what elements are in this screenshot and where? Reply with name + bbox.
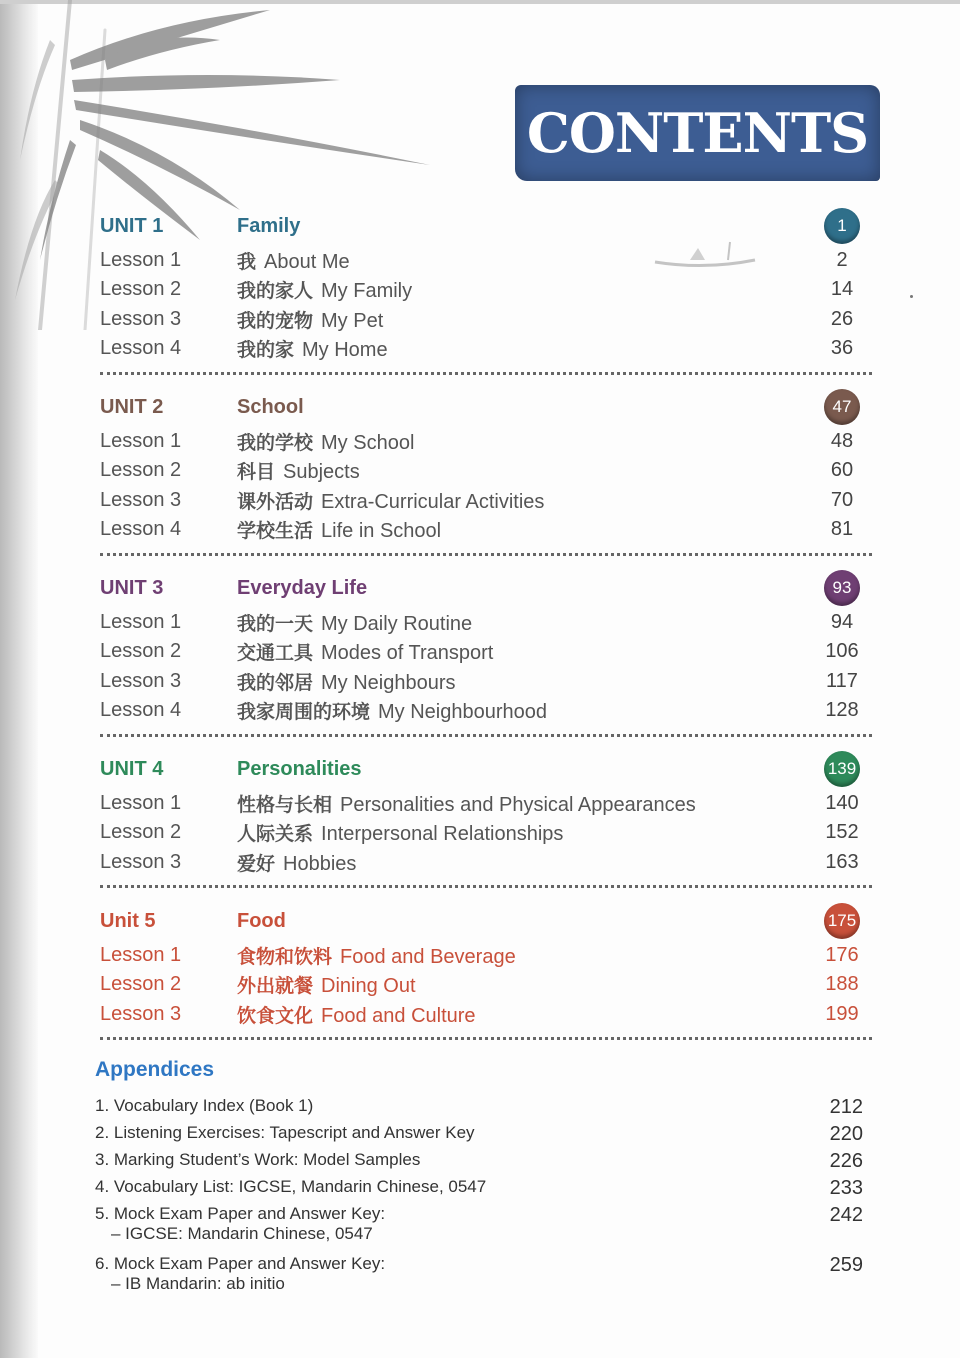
lesson-label: Lesson 1 xyxy=(100,791,182,814)
lesson-label: Lesson 2 xyxy=(100,972,182,995)
lesson-page: 106 xyxy=(825,639,859,662)
lesson-page: 140 xyxy=(825,791,859,814)
appendix-page: 242 xyxy=(829,1204,863,1226)
lesson-row[interactable] xyxy=(100,515,872,543)
dotted-divider xyxy=(100,734,872,737)
lesson-title-chinese: 我 xyxy=(237,250,257,273)
lesson-page: 188 xyxy=(825,972,859,995)
lesson-title-english: My Family xyxy=(321,279,413,302)
lesson-title-english: Personalities and Physical Appearances xyxy=(340,793,696,816)
lesson-title-english: Hobbies xyxy=(283,852,357,875)
appendix-page: 259 xyxy=(829,1254,863,1276)
lesson-title-english: Interpersonal Relationships xyxy=(321,822,564,845)
lesson-label: Lesson 3 xyxy=(100,850,182,873)
lesson-row[interactable] xyxy=(100,486,872,514)
appendix-text xyxy=(95,1204,385,1244)
lesson-page: 128 xyxy=(825,698,859,721)
lesson-title-chinese: 性格与长相 xyxy=(237,793,333,816)
lesson-page: 70 xyxy=(830,488,854,511)
unit-heading[interactable] xyxy=(100,755,872,783)
appendix-sub-text: – IB Mandarin: ab initio xyxy=(111,1274,285,1293)
lesson-title-chinese: 饮食文化 xyxy=(237,1004,314,1027)
lesson-title-english: Food and Beverage xyxy=(340,945,516,968)
lesson-title-chinese: 学校生活 xyxy=(237,519,314,542)
unit-label: UNIT 3 xyxy=(100,576,164,599)
contents-title: CONTENTS xyxy=(526,101,869,165)
lesson-title-chinese: 外出就餐 xyxy=(237,974,314,997)
lesson-title-english: My Neighbourhood xyxy=(378,700,548,723)
lesson-title-english: Extra-Curricular Activities xyxy=(321,490,545,513)
lesson-page: 176 xyxy=(825,943,859,966)
lesson-title-chinese: 我的邻居 xyxy=(237,671,314,694)
lesson-row[interactable] xyxy=(100,637,872,665)
lesson-label: Lesson 3 xyxy=(100,1002,182,1025)
lesson-page: 2 xyxy=(836,248,848,271)
lesson-title-english: My Pet xyxy=(321,309,384,332)
lesson-title-chinese: 人际关系 xyxy=(237,822,314,845)
lesson-title-chinese: 我的宠物 xyxy=(237,309,314,332)
appendix-text: 4. Vocabulary List: IGCSE, Mandarin Chinese, 0547 xyxy=(95,1177,487,1196)
lesson-title-english: My Neighbours xyxy=(321,671,456,694)
unit-heading[interactable] xyxy=(100,574,872,602)
appendix-sub-text: – IGCSE: Mandarin Chinese, 0547 xyxy=(111,1224,373,1243)
lesson-title-chinese: 交通工具 xyxy=(237,641,314,664)
unit-label: UNIT 2 xyxy=(100,395,164,418)
lesson-label: Lesson 3 xyxy=(100,488,182,511)
unit-title: Personalities xyxy=(237,757,362,780)
appendices-section xyxy=(95,1058,875,1293)
lesson-label: Lesson 1 xyxy=(100,610,182,633)
dotted-divider xyxy=(100,372,872,375)
lesson-label: Lesson 3 xyxy=(100,307,182,330)
lesson-page: 152 xyxy=(825,820,859,843)
lesson-row[interactable] xyxy=(100,305,872,333)
lesson-label: Lesson 2 xyxy=(100,820,182,843)
lesson-row[interactable] xyxy=(100,456,872,484)
dotted-divider xyxy=(100,885,872,888)
appendix-text: 1. Vocabulary Index (Book 1) xyxy=(95,1096,314,1115)
lesson-row[interactable] xyxy=(100,818,872,846)
lesson-title-english: Food and Culture xyxy=(321,1004,476,1027)
lesson-title-english: About Me xyxy=(264,250,350,273)
lesson-title-chinese: 科目 xyxy=(237,460,276,483)
unit-page-badge: 139 xyxy=(824,751,860,787)
unit-page-badge: 47 xyxy=(824,389,860,425)
lesson-label: Lesson 1 xyxy=(100,429,182,452)
lesson-row[interactable] xyxy=(100,970,872,998)
lesson-title-chinese: 我家周围的环境 xyxy=(237,700,371,723)
unit-label: UNIT 1 xyxy=(100,214,164,237)
lesson-row[interactable] xyxy=(100,789,872,817)
unit-page-badge: 93 xyxy=(824,570,860,606)
lesson-row[interactable] xyxy=(100,1000,872,1028)
lesson-page: 117 xyxy=(826,669,858,692)
unit-title: Family xyxy=(237,214,301,237)
unit-page-badge: 1 xyxy=(824,208,860,244)
lesson-page: 26 xyxy=(830,307,854,330)
lesson-row[interactable] xyxy=(100,246,872,274)
lesson-page: 199 xyxy=(825,1002,859,1025)
speck xyxy=(910,295,913,298)
unit-heading[interactable] xyxy=(100,212,872,240)
appendix-page: 212 xyxy=(829,1096,863,1118)
unit-label: UNIT 4 xyxy=(100,757,164,780)
unit-title: Everyday Life xyxy=(237,576,368,599)
appendix-main-text: 6. Mock Exam Paper and Answer Key: xyxy=(95,1254,386,1273)
lesson-title-chinese: 爱好 xyxy=(237,852,276,875)
appendices-title: Appendices xyxy=(95,1058,215,1081)
lesson-page: 60 xyxy=(830,458,854,481)
lesson-page: 94 xyxy=(830,610,854,633)
lesson-row[interactable] xyxy=(100,696,872,724)
lesson-label: Lesson 2 xyxy=(100,277,182,300)
appendix-text: 2. Listening Exercises: Tapescript and Answer Key xyxy=(95,1123,475,1142)
lesson-title-english: Subjects xyxy=(283,460,360,483)
lesson-title-chinese: 我的学校 xyxy=(237,431,314,454)
lesson-title-english: My Daily Routine xyxy=(321,612,473,635)
lesson-title-chinese: 课外活动 xyxy=(237,490,314,513)
lesson-label: Lesson 3 xyxy=(100,669,182,692)
lesson-row[interactable] xyxy=(100,941,872,969)
unit-heading[interactable] xyxy=(100,393,872,421)
appendix-text xyxy=(95,1254,385,1294)
lesson-title-chinese: 我的一天 xyxy=(237,612,314,635)
lesson-row[interactable] xyxy=(100,848,872,876)
dotted-divider xyxy=(100,1037,872,1040)
lesson-title-chinese: 我的家人 xyxy=(237,279,314,302)
lesson-page: 48 xyxy=(830,429,854,452)
unit-page-badge: 175 xyxy=(824,903,860,939)
lesson-label: Lesson 4 xyxy=(100,336,182,359)
contents-banner xyxy=(515,85,880,181)
lesson-label: Lesson 2 xyxy=(100,639,182,662)
lesson-label: Lesson 1 xyxy=(100,943,182,966)
appendix-page: 233 xyxy=(829,1177,863,1199)
lesson-page: 81 xyxy=(830,517,854,540)
lesson-title-english: Modes of Transport xyxy=(321,641,494,664)
lesson-row[interactable] xyxy=(100,427,872,455)
lesson-label: Lesson 4 xyxy=(100,698,182,721)
lesson-title-english: My School xyxy=(321,431,415,454)
lesson-title-english: Dining Out xyxy=(321,974,416,997)
lesson-label: Lesson 2 xyxy=(100,458,182,481)
lesson-title-english: Life in School xyxy=(321,519,442,542)
lesson-page: 163 xyxy=(825,850,859,873)
appendix-text: 3. Marking Student’s Work: Model Samples xyxy=(95,1150,421,1169)
appendix-page: 220 xyxy=(829,1123,863,1145)
lesson-page: 36 xyxy=(830,336,854,359)
lesson-page: 14 xyxy=(830,277,854,300)
unit-heading[interactable] xyxy=(100,907,872,935)
appendix-main-text: 5. Mock Exam Paper and Answer Key: xyxy=(95,1204,386,1223)
lesson-row[interactable] xyxy=(100,334,872,362)
lesson-label: Lesson 4 xyxy=(100,517,182,540)
unit-title: Food xyxy=(237,909,286,932)
lesson-row[interactable] xyxy=(100,275,872,303)
lesson-title-english: My Home xyxy=(302,338,388,361)
lesson-row[interactable] xyxy=(100,667,872,695)
lesson-label: Lesson 1 xyxy=(100,248,182,271)
appendix-page: 226 xyxy=(829,1150,863,1172)
lesson-title-chinese: 我的家 xyxy=(237,338,295,361)
lesson-title-chinese: 食物和饮料 xyxy=(237,945,333,968)
dotted-divider xyxy=(100,553,872,556)
unit-label: Unit 5 xyxy=(100,909,156,932)
lesson-row[interactable] xyxy=(100,608,872,636)
unit-title: School xyxy=(237,395,304,418)
